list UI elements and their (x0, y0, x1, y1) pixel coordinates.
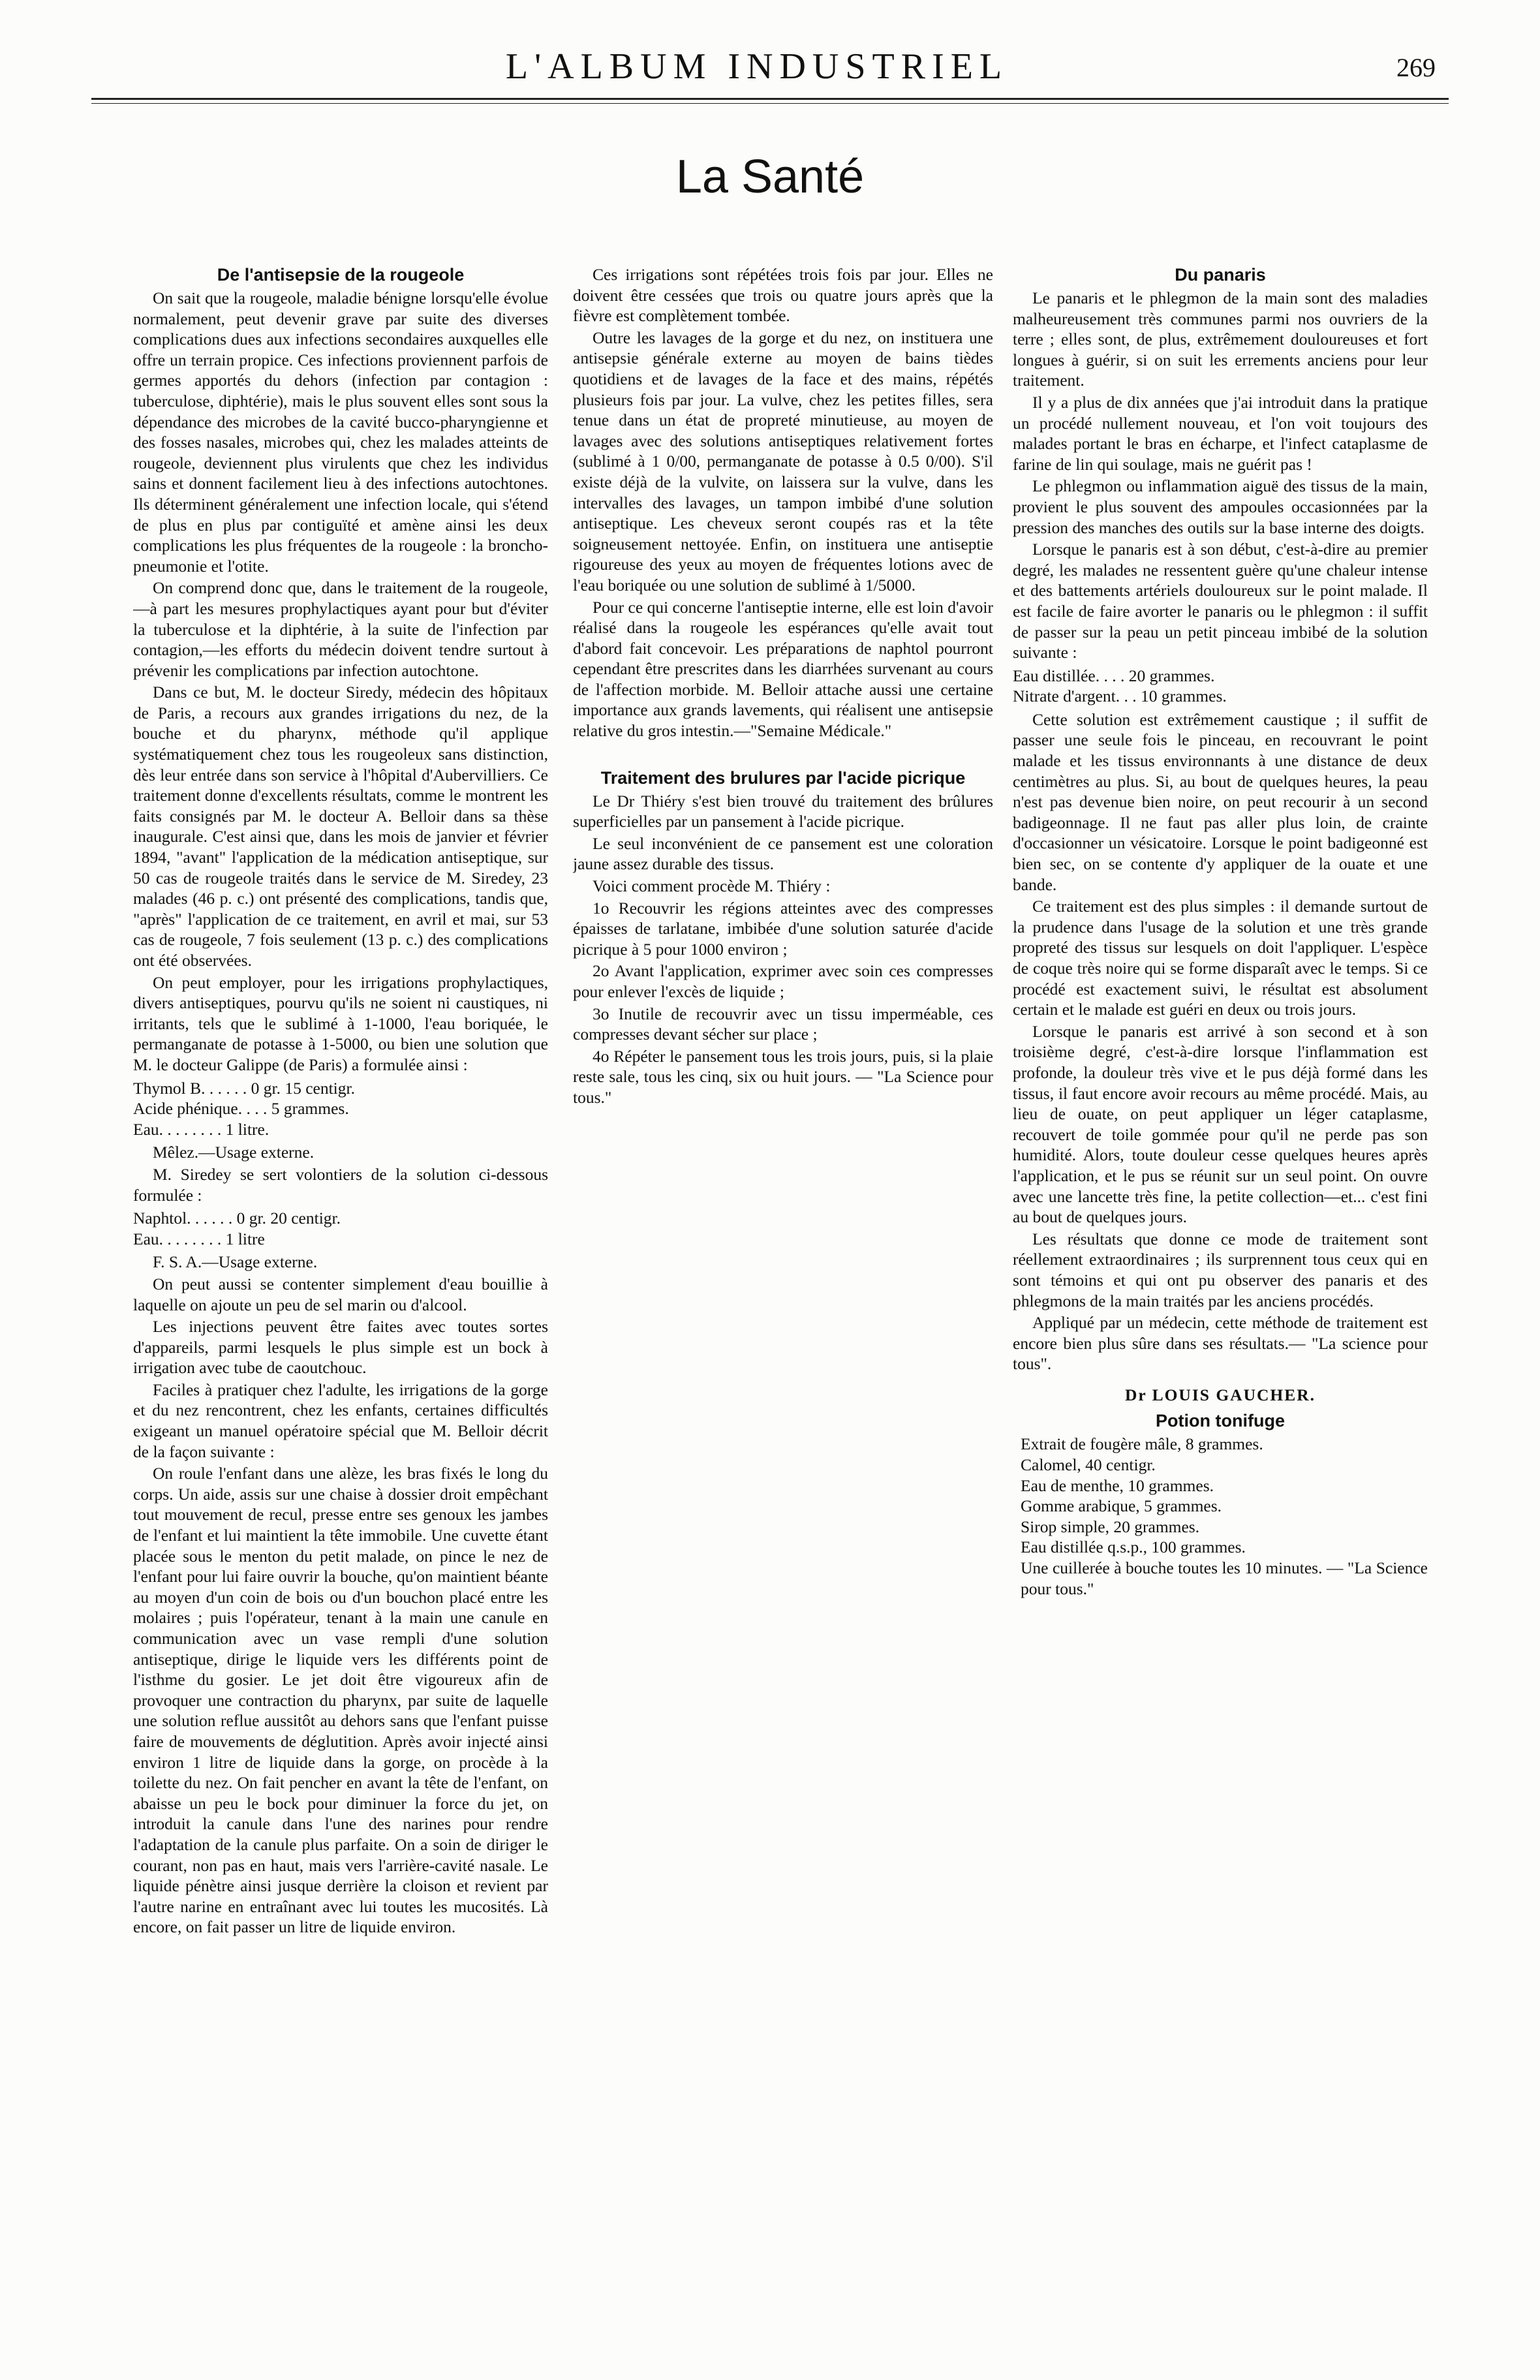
paragraph: Outre les lavages de la gorge et du nez, on instituera une antisepsie générale externe au moyen de bains tièdes quotidiens et de lavages de la face et des mains, répétés plusieurs fois par jour. La vulve, chez les petites filles, sera tenue dans un état de propreté minutieuse, au moyen de lavages avec des solutions antiseptiques relativement fortes (sublimé à 1 0/00, permanganate de potasse à 0.5 0/00). S'il existe déjà de la vulvite, on laissera sur la vulve, dans les intervalles des lavages, un tampon imbibé d'une solution antiseptique. Les cheveux seront coupés ras et la tête soigneusement nettoyée. Enfin, on instituera une antiseptie rigoureuse des yeux au moyen de fréquentes lotions avec de l'eau boriquée ou une solution de sublimé à 1/5000. (573, 328, 993, 595)
running-title: L'ALBUM INDUSTRIEL (505, 46, 1009, 87)
paragraph: Ces irrigations sont répétées trois fois par jour. Elles ne doivent être cessées que trois ou quatre jours après que la fièvre est complètement tombée. (573, 265, 993, 326)
formula-line: Eau. . . . . . . . 1 litre. (133, 1119, 270, 1139)
column-1 (133, 264, 548, 2287)
formula-line: Acide phénique. . . . 5 grammes. (133, 1099, 349, 1119)
article-title: Potion tonifuge (1156, 1411, 1285, 1431)
paragraph: On sait que la rougeole, maladie bénigne lorsqu'elle évolue normalement, peut devenir grave par suite des diverses complications dues aux infections secondaires auxquelles elle offre un terrain propice. Ces infections proviennent parfois de germes apportés du dehors (infection par contagion : tuberculose, diphtérie), mais le plus souvent elles sont sous la dépendance des microbes de la cavité bucco-pharyngienne et des fosses nasales, microbes qui, chez les malades atteints de rougeole, deviennent plus virulents que chez les individus sains et donnent facilement lieu à des infections autochtones. Ils déterminent généralement une infection locale, qui s'étend de plus en plus par contiguïté et amène ainsi les deux complications les plus fréquentes de la rougeole : la broncho-pneumonie et l'otite. (133, 288, 548, 576)
formula-line: Thymol B. . . . . . 0 gr. 15 centigr. (133, 1078, 355, 1098)
formula-note: Mêlez.—Usage externe. (153, 1143, 315, 1162)
paragraph: On peut employer, pour les irrigations prophylactiques, divers antiseptiques, pourvu qu'ils ne soient ni caustiques, ni irritants, tels que le sublimé à 1-1000, l'eau boriquée, le permanganate de potasse à 1-5000, ou bien une solution que M. le docteur Galippe (de Paris) a formulée ainsi : (133, 972, 548, 1074)
paragraph: M. Siredey se sert volontiers de la solution ci-dessous formulée : (133, 1164, 548, 1205)
paragraph: Les injections peuvent être faites avec toutes sortes d'appareils, parmi lesquels le plus simple est un bock à irrigation avec tube de caoutchouc. (133, 1317, 548, 1378)
paragraph: Dans ce but, M. le docteur Siredy, médecin des hôpitaux de Paris, a recours aux grandes irrigations du nez, de la bouche et du pharynx, méthode qu'il applique systématiquement chez tous les rougeoleux sans distinction, dès leur entrée dans son service à l'hôpital d'Aubervilliers. Ce traitement donne d'excellents résultats, comme le montrent les faits consignés par M. le docteur A. Belloir dans sa thèse inaugurale. C'est ainsi que, dans les mois de janvier et février 1894, "avant" l'application de la médication antiseptique, sur 50 cas de rougeole traités dans le service de M. Siredey, 23 malades (46 p. c.) ont présenté des complications, tandis que, "après" l'application de ce traitement, en avril et mai, sur 53 cas de rougeole, 7 fois seulement (13 p. c.) des complications ont été observées. (133, 683, 548, 970)
recipe-list (1013, 1434, 1428, 1599)
page-number: 269 (1396, 53, 1436, 82)
paragraph: Les résultats que donne ce mode de traitement sont réellement extraordinaires ; ils surprennent tous ceux qui en sont témoins et qui ont pu observer des panaris et des phlegmons de la main traités par les anciens procédés. (1013, 1229, 1428, 1310)
paragraph: Le phlegmon ou inflammation aiguë des tissus de la main, provient le plus souvent des ampoules occasionnées par la pression des manches des outils sur la base interne des doigts. (1013, 476, 1428, 537)
formula-block (133, 1208, 548, 1249)
paragraph: Pour ce qui concerne l'antiseptie interne, elle est loin d'avoir réalisé dans la rougeole les espérances qu'elle avait tout d'abord fait concevoir. Les préparations de naphtol pourront cependant être prescrites dans les diarrhées survenant au cours de l'affection morbide. M. Belloir attache aussi une certaine importance aux grands lavements, qui réalisent une antisepsie relative du gros intestin.—"Semaine Médicale." (573, 597, 993, 741)
paragraph: 1o Recouvrir les régions atteintes avec des compresses épaisses de tarlatane, imbibée d'une solution saturée d'acide picrique à 5 pour 1000 environ ; (573, 898, 993, 959)
column-2 (573, 264, 993, 2287)
list-item: Eau de menthe, 10 grammes. (1021, 1476, 1214, 1495)
list-item: Gomme arabique, 5 grammes. (1021, 1496, 1222, 1516)
header-rule (91, 98, 1449, 100)
paragraph: 3o Inutile de recouvrir avec un tissu imperméable, ces compresses devant sécher sur place ; (573, 1004, 993, 1044)
paragraph: 4o Répéter le pansement tous les trois jours, puis, si la plaie reste sale, tous les cinq, six ou huit jours. — "La Science pour tous." (573, 1046, 993, 1107)
formula-block (133, 1078, 548, 1140)
paragraph: On roule l'enfant dans une alèze, les bras fixés le long du corps. Un aide, assis sur une chaise à dossier droit empêchant tout mouvement de recul, presse entre ses genoux les jambes de l'enfant et lui maintient la tête immobile. Une cuvette étant placée sous le menton du petit malade, on pince le nez de l'enfant pour lui faire ouvrir la bouche, qu'on maintient béante au moyen d'un coin de bois ou d'un bouchon placé entre les molaires ; puis l'opérateur, tenant à la main une canule en communication avec un vase rempli d'une solution antiseptique, dirige le liquide vers les différents point de l'isthme du gosier. Le jet doit être vigoureux afin de provoquer une contraction du pharynx, par suite de laquelle une solution reflue aussitôt au dehors sans que l'enfant puisse faire de mouvements de déglutition. Après avoir injecté ainsi environ 1 litre de liquide dans la gorge, on procède à la toilette du nez. On fait pencher en avant la tête de l'enfant, on abaisse un peu le bock pour diminuer la force du jet, on introduit la canule dans l'une des narines pour rendre l'adaptation de la canule plus parfaite. On a soin de diriger le courant, non pas en haut, mais vers l'arrière-cavité nasale. Le liquide pénètre ainsi jusque derrière la cloison et revient par l'autre narine en entraînant avec lui toutes les mucosités. Là encore, on fait passer un litre de liquide environ. (133, 1464, 548, 1937)
list-item: Extrait de fougère mâle, 8 grammes. (1021, 1434, 1263, 1454)
formula-note: F. S. A.—Usage externe. (153, 1252, 318, 1272)
paragraph: Le Dr Thiéry s'est bien trouvé du traitement des brûlures superficielles par un pansement à l'acide picrique. (573, 791, 993, 831)
paragraph: On peut aussi se contenter simplement d'eau bouillie à laquelle on ajoute un peu de sel marin ou d'alcool. (133, 1274, 548, 1314)
formula-line: Eau. . . . . . . . 1 litre (133, 1229, 265, 1248)
paragraph: Faciles à pratiquer chez l'adulte, les irrigations de la gorge et du nez rencontrent, chez les enfants, certaines difficultés exigeant un manuel opératoire spécial que M. Belloir décrit de la façon suivante : (133, 1380, 548, 1461)
list-item: Sirop simple, 20 grammes. (1021, 1517, 1200, 1536)
paragraph: On comprend donc que, dans le traitement de la rougeole,—à part les mesures prophylactiques ayant pour but d'éviter la tuberculose et la diphtérie, à la suite de l'infection par contagion,—les efforts du médecin doivent tendre surtout à prévenir les complications par infection autochtone. (133, 578, 548, 680)
paragraph: Voici comment procède M. Thiéry : (593, 876, 831, 896)
author-signature: Dr LOUIS GAUCHER. (1124, 1385, 1316, 1404)
article-title: Traitement des brulures par l'acide picrique (600, 767, 966, 788)
formula-line: Eau distillée. . . . 20 grammes. (1013, 666, 1215, 685)
paragraph: Il y a plus de dix années que j'ai introduit dans la pratique un procédé nullement nouveau, et l'on voit toujours des malades portant le bras en écharpe, et l'infect cataplasme de farine de lin qui soulage, mais ne guérit pas ! (1013, 392, 1428, 474)
article-title: De l'antisepsie de la rougeole (217, 265, 465, 285)
paragraph: Appliqué par un médecin, cette méthode de traitement est encore bien plus sûre dans ses résultats.— "La science pour tous". (1013, 1313, 1428, 1374)
column-3 (1013, 264, 1428, 2287)
paragraph: Le panaris et le phlegmon de la main sont des maladies malheureusement très communes parmi nos ouvriers de la terre ; elles sont, de plus, extrêmement douloureuses et fort longues à guérir, si on suit les errements anciens pour leur traitement. (1013, 288, 1428, 390)
paragraph: Le seul inconvénient de ce pansement est une coloration jaune assez durable des tissus. (573, 833, 993, 874)
section-title: La Santé (675, 151, 865, 203)
paragraph: 2o Avant l'application, exprimer avec soin ces compresses pour enlever l'excès de liquide ; (573, 961, 993, 1001)
formula-line: Nitrate d'argent. . . 10 grammes. (1013, 687, 1227, 706)
formula-line: Naphtol. . . . . . 0 gr. 20 centigr. (133, 1209, 341, 1228)
paragraph: Cette solution est extrêmement caustique ; il suffit de passer une seule fois le pinceau, en recouvrant le point malade et les tissus environnants à une distance de deux centimètres au plus. Si, au bout de quelques heures, la peau n'est pas devenue bien noire, on peut recourir à un second badigeonnage. Il ne faut pas aller plus loin, de crainte d'occasionner un vésicatoire. Lorsque le point badigeonné est bien sec, on se contente d'y appliquer de la ouate et une bande. (1013, 709, 1428, 894)
list-item: Eau distillée q.s.p., 100 grammes. (1021, 1538, 1246, 1557)
list-item: Une cuillerée à bouche toutes les 10 minutes. — "La Science pour tous." (1021, 1558, 1428, 1598)
list-item: Calomel, 40 centigr. (1021, 1455, 1156, 1475)
paragraph: Lorsque le panaris est arrivé à son second et à son troisième degré, c'est-à-dire lorsque l'inflammation est profonde, la douleur très vive et le pus déjà formé dans les tissus, il faut encore avoir recours au même procédé. Mais, au lieu de ouate, on peut appliquer un léger cataplasme, recouvert de toile gommée pour qu'il ne perde pas son humidité. Alors, toute douleur cesse quelques heures après l'application, et le pus se réunit sur un seul point. On ouvre avec une lancette très fine, la petite collection—et... c'est fini au bout de quelques jours. (1013, 1021, 1428, 1227)
paragraph: Lorsque le panaris est à son début, c'est-à-dire au premier degré, les malades ne ressentent guère qu'une chaleur intense et des battements artériels douloureux sur le point malade. Il est facile de faire avorter le panaris ou le phlegmon : il suffit de passer sur la peau un petit pinceau imbibé de la solution suivante : (1013, 540, 1428, 662)
formula-block (1013, 666, 1428, 707)
header-rule-thin (91, 103, 1449, 104)
paragraph: Ce traitement est des plus simples : il demande surtout de la prudence dans l'usage de la solution et une très grande propreté des tissus sur lesquels on doit l'appliquer. L'espèce de coque très noire qui se forme disparaît avec le temps. Si ce procédé est exactement suivi, le résultat est absolument certain et le malade est guéri en deux ou trois jours. (1013, 897, 1428, 1019)
article-title: Du panaris (1175, 265, 1266, 285)
